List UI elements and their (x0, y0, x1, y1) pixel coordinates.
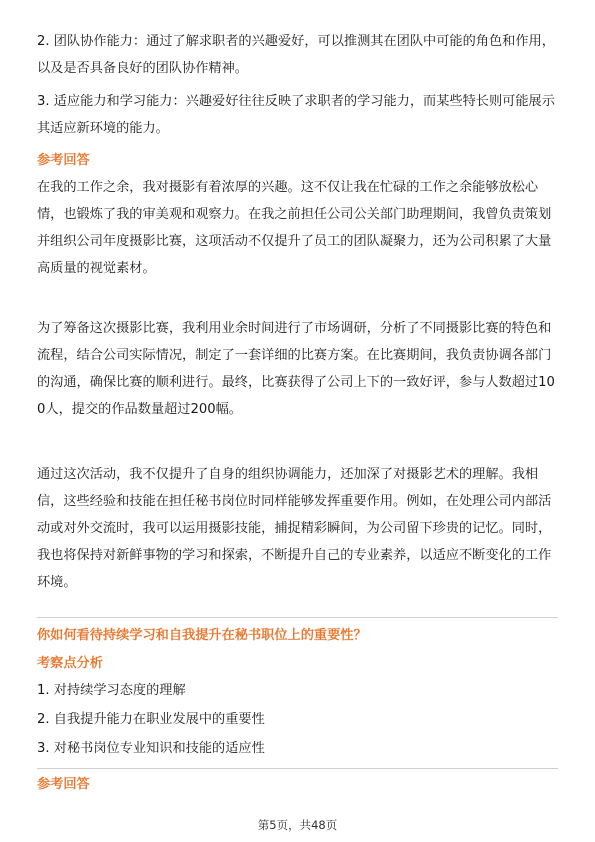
answer-paragraph-1: 在我的工作之余，我对摄影有着浓厚的兴趣。这不仅让我在忙碌的工作之余能够放松心情，也锻炼了我的审美观和观察力。在我之前担任公司公关部门助理期间，我曾负责策划并组织公司年度摄影比赛，这项活动不仅提升了员工的团队凝聚力，还为公司积累了大量高质量的视觉素材。 (37, 180, 552, 276)
answer-paragraph-2: 为了筹备这次摄影比赛，我利用业余时间进行了市场调研，分析了不同摄影比赛的特色和流程，结合公司实际情况，制定了一套详细的比赛方案。在比赛期间，我负责协调各部门的沟通，确保比赛的顺利进行。最终，比赛获得了公司上下的一致好评，参与人数超过100人，提交的作品数量超过200幅。 (37, 321, 555, 417)
point-adaptability: 3. 适应能力和学习能力：兴趣爱好往往反映了求职者的学习能力，而某些特长则可能展示其适应新环境的能力。 (37, 94, 555, 136)
analysis-point-2: 2. 自我提升能力在职业发展中的重要性 (37, 712, 265, 727)
answer-heading: 参考回答 (37, 153, 90, 168)
analysis-point-1: 1. 对持续学习态度的理解 (37, 683, 186, 698)
analysis-point-3: 3. 对秘书岗位专业知识和技能的适应性 (37, 741, 265, 756)
page-number: 第5页，共48页 (257, 818, 338, 832)
section-divider-2 (37, 768, 558, 769)
point-teamwork: 2. 团队协作能力：通过了解求职者的兴趣爱好，可以推测其在团队中可能的角色和作用，以及是否具备良好的团队协作精神。 (37, 34, 555, 76)
analysis-heading: 考察点分析 (37, 656, 103, 671)
question-title: 你如何看待持续学习和自我提升在秘书职位上的重要性？ (37, 628, 367, 643)
answer-paragraph-3: 通过这次活动，我不仅提升了自身的组织协调能力，还加深了对摄影艺术的理解。我相信，这些经验和技能在担任秘书岗位时同样能够发挥重要作用。例如，在处理公司内部活动或对外交流时，我可以运用摄影技能，捕捉精彩瞬间，为公司留下珍贵的记忆。同时，我也将保持对新鲜事物的学习和探索，不断提升自己的专业素养，以适应不断变化的工作环境。 (37, 467, 552, 590)
section-divider (37, 617, 558, 618)
answer-heading-2: 参考回答 (37, 777, 90, 792)
